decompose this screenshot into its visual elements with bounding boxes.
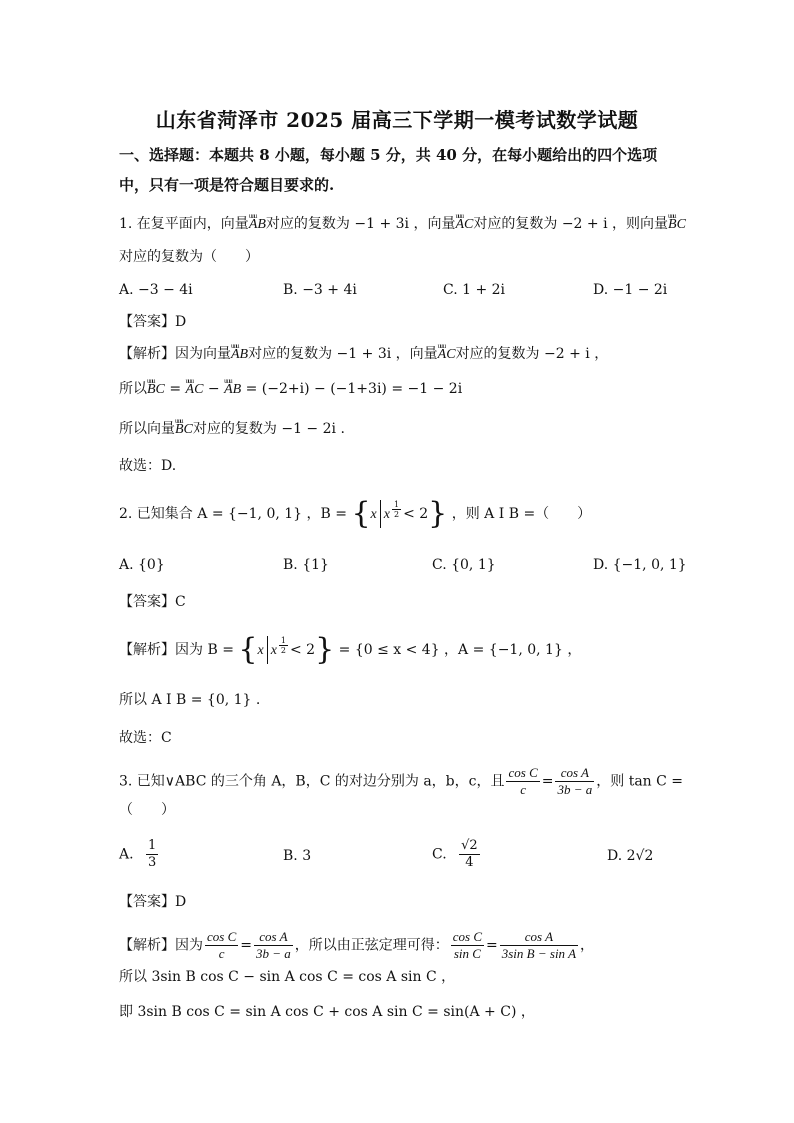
frac-den: sin C xyxy=(453,946,481,961)
q2-explanation-line2: 所以 A I B = {0, 1} . xyxy=(119,692,261,708)
frac-num: cos C xyxy=(452,929,483,944)
vector-ab: uuu AB xyxy=(224,381,241,399)
q1-stem-line1 xyxy=(119,215,686,234)
set-divider xyxy=(267,636,268,664)
vector-bc: uuu BC xyxy=(668,216,686,234)
fraction-cosa-3b-a xyxy=(555,765,594,798)
fraction-one-third xyxy=(146,838,158,871)
q1-answer: 【答案】D xyxy=(119,314,187,330)
equals-sign: = xyxy=(486,937,498,954)
q3-option-c xyxy=(432,838,482,871)
q2-exp1-a: 【解析】因为 B = xyxy=(119,642,234,658)
exponent-half xyxy=(279,636,288,655)
fraction-cosc-sinc xyxy=(451,929,484,962)
q3-stem-line2: （ ） xyxy=(119,802,175,818)
fraction-cosa-3b-a xyxy=(254,929,293,962)
q2-answer: 【答案】C xyxy=(119,594,186,610)
q3-stem-b: ，则 tan C = xyxy=(596,773,684,790)
vector-ab: uuu AB xyxy=(231,346,248,364)
frac-den: 3 xyxy=(148,855,157,870)
vector-ac: uuu AC xyxy=(186,381,204,399)
q3-option-b: B. 3 xyxy=(283,848,312,864)
option-letter: A. xyxy=(119,846,134,863)
set-divider xyxy=(380,500,381,528)
vector-bc: uuu BC xyxy=(147,381,165,399)
q1-stem-text-a: 1. 在复平面内，向量 xyxy=(119,216,249,232)
q1-option-c: C. 1 + 2i xyxy=(443,282,506,298)
q1-exp1-c: 对应的复数为 −2 + i ， xyxy=(455,346,609,362)
section-heading-line1: 一、选择题：本题共 8 小题，每小题 5 分，共 40 分，在每小题给出的四个选项 xyxy=(119,146,658,164)
q2-option-b: B. {1} xyxy=(283,557,329,573)
exp-den: 2 xyxy=(393,510,400,520)
right-brace-icon: } xyxy=(428,496,448,531)
frac-den: 3b − a xyxy=(557,782,593,797)
page-title: 山东省菏泽市 2025 届高三下学期一模考试数学试题 xyxy=(155,108,639,132)
frac-num: cos C xyxy=(508,765,538,780)
fraction-cosc-c xyxy=(205,929,238,962)
frac-den: 4 xyxy=(465,855,474,870)
equals-sign: = xyxy=(541,773,554,790)
frac-den: 3sin B − sin A xyxy=(501,946,577,961)
q3-option-d: D. 2√2 xyxy=(607,848,654,864)
q1-stem-text-c: 对应的复数为 −2 + i ，则向量 xyxy=(473,216,669,232)
vector-ac: uuu AC xyxy=(438,346,456,364)
q1-option-d: D. −1 − 2i xyxy=(593,282,668,298)
q1-exp1-a: 【解析】因为向量 xyxy=(119,346,231,362)
q3-answer: 【答案】D xyxy=(119,894,187,910)
q2-less-than: < 2 xyxy=(403,506,429,522)
q3-exp1-a: 【解析】因为 xyxy=(119,937,203,954)
q1-explanation-line3 xyxy=(119,420,345,439)
frac-num: 1 xyxy=(148,838,157,853)
q1-option-a: A. −3 − 4i xyxy=(119,282,193,298)
frac-num: cos A xyxy=(555,765,594,782)
q3-stem-line1 xyxy=(119,765,683,798)
fraction-sqrt2-4 xyxy=(459,838,480,871)
q2-set-var: x xyxy=(370,507,377,522)
frac-den: 3b − a xyxy=(255,946,291,961)
frac-den: c xyxy=(520,782,526,797)
q1-option-b: B. −3 + 4i xyxy=(283,282,357,298)
vector-ab: uuu AB xyxy=(249,216,266,234)
q2-stem-b: ，则 A I B =（ ） xyxy=(451,506,592,522)
q2-explanation-line1 xyxy=(119,632,582,667)
q3-exp1-c: ， xyxy=(580,937,595,954)
exponent-half xyxy=(392,500,401,519)
q3-exp1-b: ，所以由正弦定理可得： xyxy=(294,937,449,954)
exp-num: 1 xyxy=(280,636,286,646)
q2-set-var: x xyxy=(257,643,264,658)
q1-exp2-b: = (−2+i) − (−1+3i) = −1 − 2i xyxy=(245,381,463,397)
q1-stem-line2: 对应的复数为（ ） xyxy=(119,249,259,265)
left-brace-icon: { xyxy=(351,496,371,531)
q1-stem-text-b: 对应的复数为 −1 + 3i ，向量 xyxy=(265,216,456,232)
q2-set-cond: x xyxy=(270,643,277,658)
exp-den: 2 xyxy=(280,646,286,656)
q1-exp1-b: 对应的复数为 −1 + 3i ，向量 xyxy=(248,346,438,362)
frac-num: cos A xyxy=(500,929,578,946)
q2-less-than: < 2 xyxy=(290,642,316,658)
vector-bc: uuu BC xyxy=(175,421,193,439)
left-brace-icon: { xyxy=(238,632,258,667)
right-brace-icon: } xyxy=(315,632,335,667)
frac-num: cos C xyxy=(207,929,237,944)
q1-exp3-b: 对应的复数为 −1 − 2i . xyxy=(192,421,345,437)
q2-option-c: C. {0, 1} xyxy=(432,557,496,573)
q2-stem-a: 2. 已知集合 A = {−1, 0, 1} ，B = xyxy=(119,506,347,522)
q3-explanation-line3: 即 3sin B cos C = sin A cos C + cos A sin C = sin(A + C) ， xyxy=(119,1004,535,1020)
section-heading-line2: 中，只有一项是符合题目要求的. xyxy=(119,176,335,194)
q1-exp3-a: 所以向量 xyxy=(119,421,175,437)
q2-set-cond: x xyxy=(383,507,390,522)
equals-sign: = xyxy=(240,937,252,954)
fraction-cosa-sines xyxy=(500,929,578,962)
q1-explanation-line2: 所以uuu BC = uuu AC − uuu AB = (−2+i) − (−1+3i) = −1 − 2i xyxy=(119,380,462,399)
frac-num: √2 xyxy=(461,838,478,853)
q1-exp2-a: 所以 xyxy=(119,381,147,397)
q2-exp1-b: = {0 ≤ x < 4} ，A = {−1, 0, 1} ， xyxy=(338,642,582,658)
q1-result: 故选：D. xyxy=(119,458,177,474)
q2-option-a: A. {0} xyxy=(119,557,165,573)
q2-stem xyxy=(119,496,592,531)
q3-explanation-line1 xyxy=(119,929,594,962)
q3-explanation-line2: 所以 3sin B cos C − sin A cos C = cos A sin C ， xyxy=(119,969,456,985)
frac-num: cos A xyxy=(254,929,293,946)
q3-option-a xyxy=(119,838,160,871)
q1-explanation-line1 xyxy=(119,345,608,364)
q2-result: 故选：C xyxy=(119,730,172,746)
exp-num: 1 xyxy=(393,500,400,510)
fraction-cosc-c xyxy=(506,765,539,798)
option-letter: C. xyxy=(432,846,447,863)
q3-stem-a: 3. 已知∨ABC 的三个角 A，B，C 的对边分别为 a，b，c，且 xyxy=(119,773,505,790)
q2-option-d: D. {−1, 0, 1} xyxy=(593,557,687,573)
vector-ac: uuu AC xyxy=(455,216,473,234)
frac-den: c xyxy=(218,946,225,961)
